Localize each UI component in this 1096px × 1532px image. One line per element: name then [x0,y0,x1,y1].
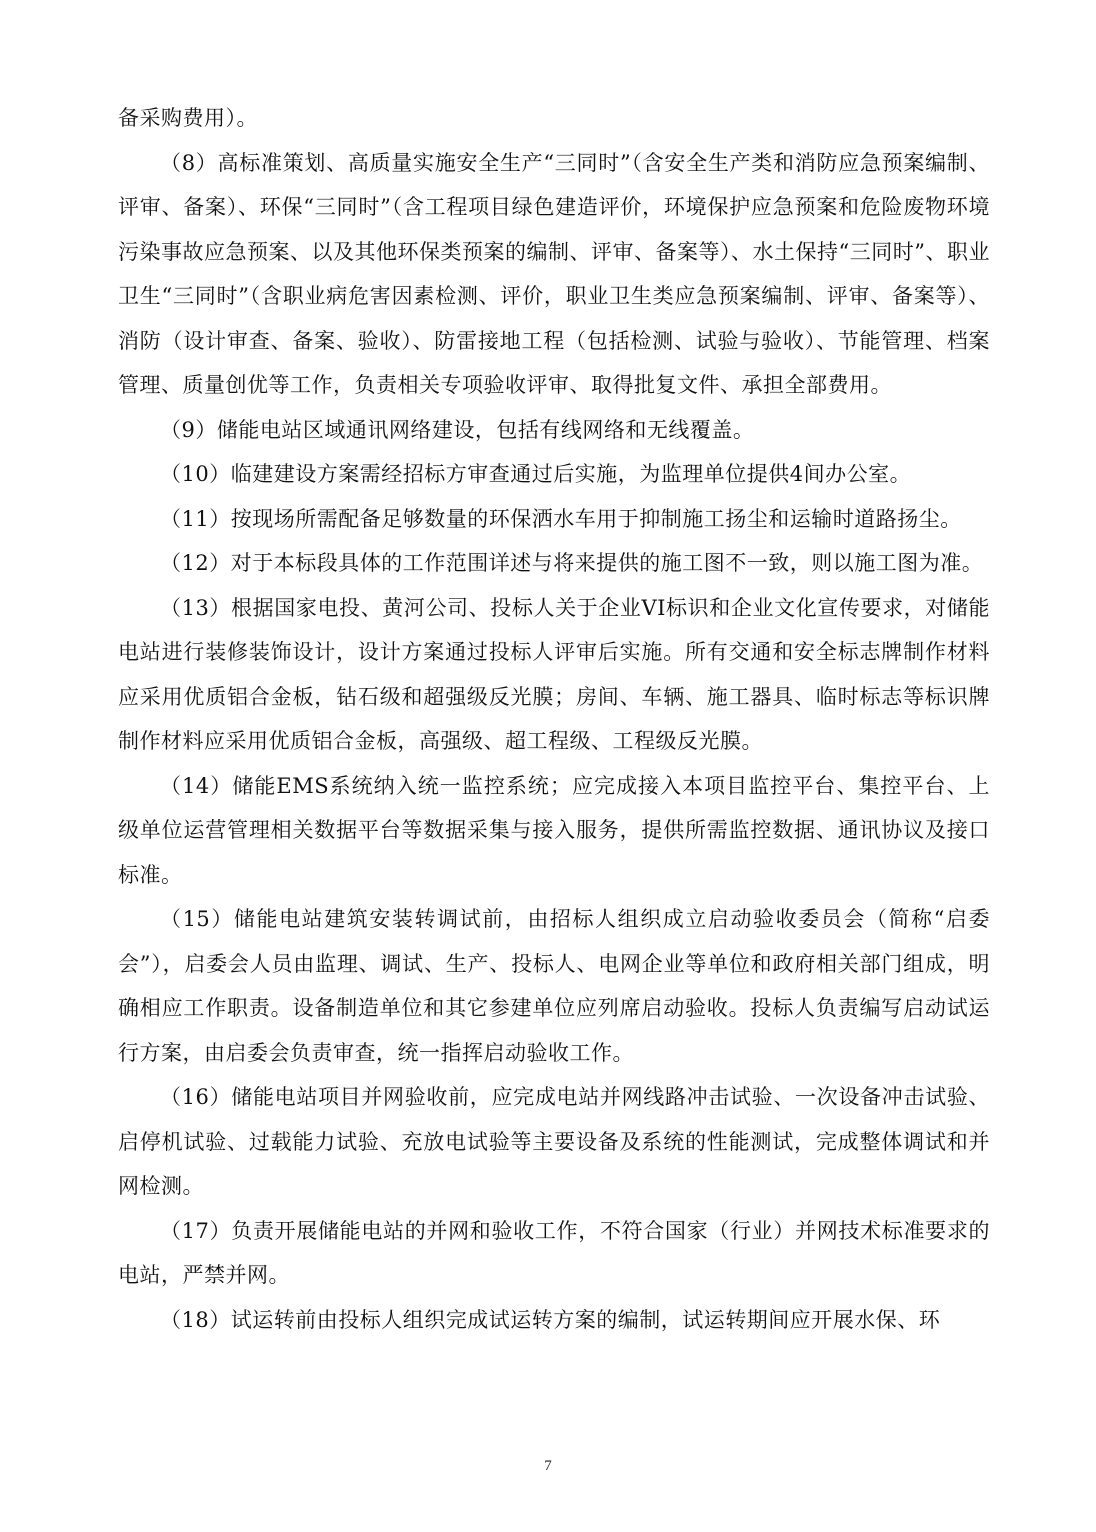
page-number: 7 [544,1458,552,1474]
document-body [118,96,990,1342]
paragraph-item-17: （17）负责开展储能电站的并网和验收工作，不符合国家（行业）并网技术标准要求的电站，严禁并网。 [118,1218,990,1287]
paragraph-item-15: （15）储能电站建筑安装转调试前，由招标人组织成立启动验收委员会（简称“启委会”），启委会人员由监理、调试、生产、投标人、电网企业等单位和政府相关部门组成，明确相应工作职责。设备制造单位和其它参建单位应列席启动验收。投标人负责编写启动试运行方案，由启委会负责审查，统一指挥启动验收工作。 [118,907,990,1065]
paragraph-item-12: （12）对于本标段具体的工作范围详述与将来提供的施工图不一致，则以施工图为准。 [160,551,984,575]
paragraph-item-14: （14）储能EMS系统纳入统一监控系统；应完成接入本项目监控平台、集控平台、上级单位运营管理相关数据平台等数据采集与接入服务，提供所需监控数据、通讯协议及接口标准。 [118,773,990,887]
paragraph-item-9: （9）储能电站区域通讯网络建设，包括有线网络和无线覆盖。 [160,417,755,442]
paragraph-item-10: （10）临建建设方案需经招标方审查通过后实施，为监理单位提供4间办公室。 [160,462,912,486]
paragraph-item-18: （18）试运转前由投标人组织完成试运转方案的编制，试运转期间应开展水保、环 [160,1307,941,1332]
paragraph-item-8: （8）高标准策划、高质量实施安全生产“三同时”（含安全生产类和消防应急预案编制、评审、备案）、环保“三同时”（含工程项目绿色建造评价，环境保护应急预案和危险废物环境污染事故应急预案、以及其他环保类预案的编制、评审、备案等）、水土保持“三同时”、职业卫生“三同时”（含职业病危害因素检测、评价，职业卫生类应急预案编制、评审、备案等）、消防（设计审查、备案、验收）、防雷接地工程（包括检测、试验与验收）、节能管理、档案管理、质量创优等工作，负责相关专项验收评审、取得批复文件、承担全部费用。 [118,150,990,397]
paragraph-item-11: （11）按现场所需配备足够数量的环保洒水车用于抑制施工扬尘和运输时道路扬尘。 [160,506,962,531]
paragraph-item-13: （13）根据国家电投、黄河公司、投标人关于企业VI标识和企业文化宣传要求，对储能电站进行装修装饰设计，设计方案通过投标人评审后实施。所有交通和安全标志牌制作材料应采用优质铝合金板，钻石级和超强级反光膜；房间、车辆、施工器具、临时标志等标识牌制作材料应采用优质铝合金板，高强级、超工程级、工程级反光膜。 [118,595,990,753]
paragraph-item-16: （16）储能电站项目并网验收前，应完成电站并网线路冲击试验、一次设备冲击试验、启停机试验、过载能力试验、充放电试验等主要设备及系统的性能测试，完成整体调试和并网检测。 [118,1085,990,1198]
paragraph-continuation: 备采购费用）。 [118,106,258,130]
